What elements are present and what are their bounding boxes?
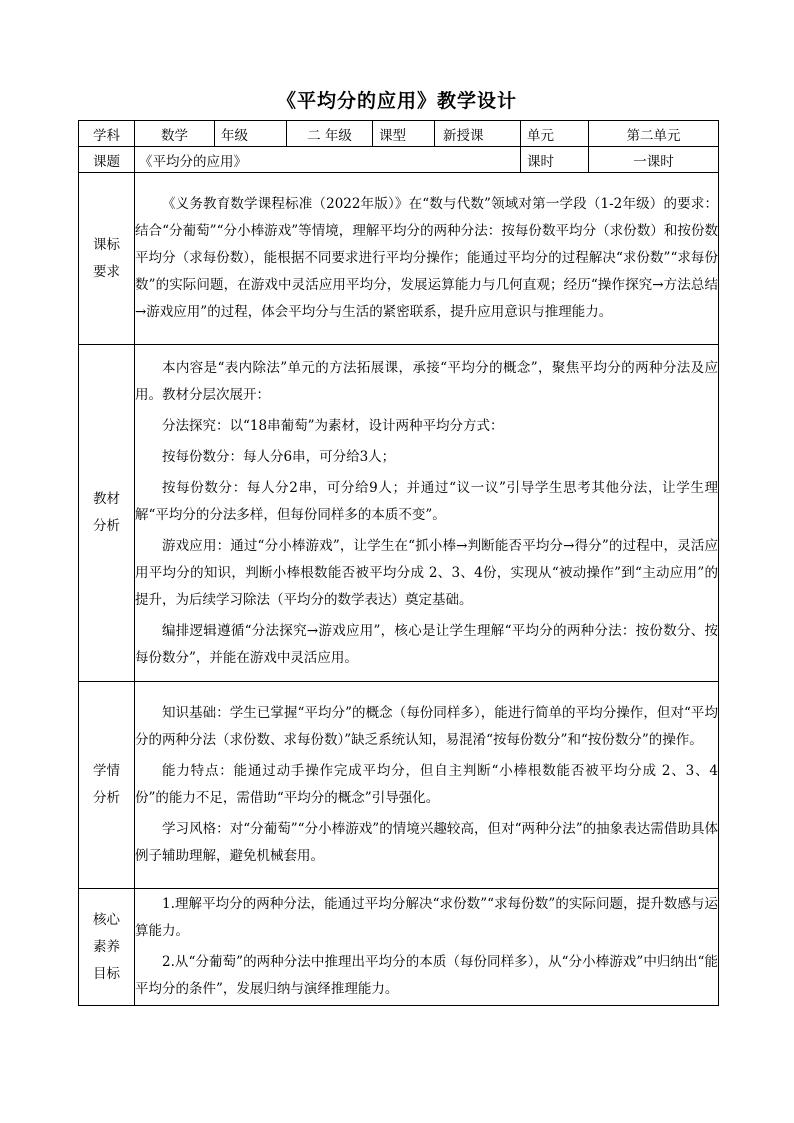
topic-value: 《平均分的应用》 [135, 147, 521, 173]
curriculum-label-line2: 要求 [93, 263, 120, 280]
type-value: 新授课 [435, 121, 521, 147]
textbook-paragraph: 按每份数分：每人分2串，可分给9人；并通过“议一议”引导学生思考其他分法，让学生理解“平均分的分法多样，但每份同样多的本质不变”。 [135, 479, 718, 523]
goals-label-line2: 素养 [93, 938, 120, 955]
students-label-line1: 学情 [93, 763, 120, 779]
textbook-paragraph: 分法探究：以“18串葡萄”为素材，设计两种平均分方式： [162, 417, 504, 434]
textbook-paragraph: 本内容是“表内除法”单元的方法拓展课，承接“平均分的概念”，聚焦平均分的两种分法及应用。教材分层次展开： [135, 359, 718, 403]
unit-value: 第二单元 [589, 121, 719, 147]
grade-label: 年级 [215, 121, 287, 147]
students-paragraph: 能力特点：能通过动手操作完成平均分，但自主判断“小棒根数能否被平均分成 2、3、4份”的能力不足，需借助“平均分的概念”引导强化。 [135, 763, 718, 806]
lesson-design-table [78, 120, 719, 1006]
textbook-label [79, 345, 135, 682]
students-cell [135, 682, 719, 889]
textbook-row [79, 345, 719, 682]
students-label-line2: 分析 [93, 790, 120, 806]
textbook-label-line2: 分析 [93, 518, 120, 534]
document-title: 《平均分的应用》教学设计 [276, 90, 517, 112]
curriculum-cell [135, 173, 719, 345]
goals-label-line3: 目标 [93, 965, 120, 982]
students-paragraph: 学习风格：对“分葡萄”“分小棒游戏”的情境兴趣较高，但对“两种分法”的抽象表达需借助具体例子辅助理解，避免机械套用。 [135, 821, 718, 864]
topic-label: 课题 [79, 147, 135, 173]
unit-label: 单元 [521, 121, 589, 147]
curriculum-label [79, 173, 135, 345]
textbook-paragraph: 游戏应用：通过“分小棒游戏”，让学生在“抓小棒→判断能否平均分→得分”的过程中，灵活应用平均分的知识，判断小棒根数能否被平均分成 2、3、4份，实现从“被动操作”到“主动应用”的提升，为后续学习除法（平均分的数学表达）奠定基础。 [135, 537, 718, 608]
subject-label: 学科 [79, 121, 135, 147]
students-row [79, 682, 719, 889]
header-row [79, 121, 719, 147]
goals-paragraph: 2.从“分葡萄”的两种分法中推理出平均分的本质（每份同样多），从“分小棒游戏”中归纳出“能平均分的条件”，发展归纳与演绎推理能力。 [135, 954, 718, 997]
goals-label-line1: 核心 [93, 911, 120, 928]
curriculum-label-line1: 课标 [93, 236, 120, 253]
textbook-paragraph: 按每份数分：每人分6串，可分给3人； [162, 448, 396, 465]
goals-label [79, 889, 135, 1006]
textbook-paragraph: 编排逻辑遵循“分法探究→游戏应用”，核心是让学生理解“平均分的两种分法：按份数分、按每份数分”，并能在游戏中灵活应用。 [135, 622, 718, 666]
goals-row [79, 889, 719, 1006]
grade-value: 二 年级 [287, 121, 373, 147]
students-paragraph: 知识基础：学生已掌握“平均分”的概念（每份同样多），能进行简单的平均分操作，但对“平均分的两种分法（求份数、求每份数）”缺乏系统认知，易混淆“按每份数分”和“按份数分”的操作。 [135, 705, 718, 748]
goals-cell [135, 889, 719, 1006]
subject-value: 数学 [135, 121, 215, 147]
curriculum-text: 《义务教育数学课程标准（2022年版）》在“数与代数”领域对第一学段（1-2年级）的要求：结合“分葡萄”“分小棒游戏”等情境，理解平均分的两种分法：按每份数平均分（求份数）和按份数平均分（求每份数），能根据不同要求进行平均分操作；能通过平均分的过程解决“求份数”“求每份数”的实际问题，在游戏中灵活应用平均分，发展运算能力与几何直观；经历“操作探究→方法总结→游戏应用”的过程，体会平均分与生活的紧密联系，提升应用意识与推理能力。 [135, 196, 718, 320]
period-value: 一课时 [589, 147, 719, 173]
students-label [79, 682, 135, 889]
textbook-cell [135, 345, 719, 682]
type-label: 课型 [373, 121, 435, 147]
goals-paragraph: 1.理解平均分的两种分法，能通过平均分解决“求份数”“求每份数”的实际问题，提升数感与运算能力。 [135, 896, 718, 939]
curriculum-row [79, 173, 719, 345]
textbook-label-line1: 教材 [93, 491, 120, 507]
topic-row [79, 147, 719, 173]
period-label: 课时 [521, 147, 589, 173]
